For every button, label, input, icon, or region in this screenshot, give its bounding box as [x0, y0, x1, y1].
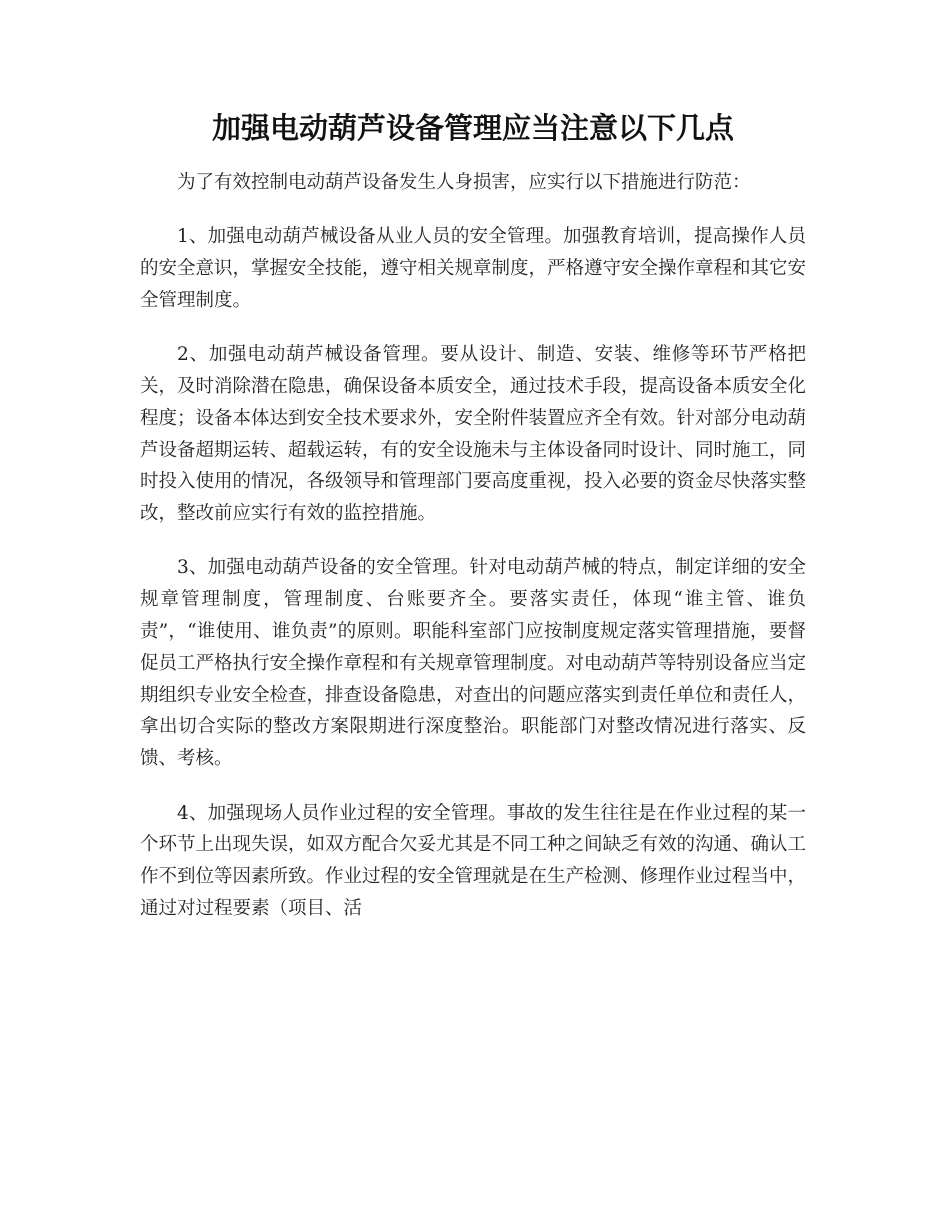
paragraph-1: 1、加强电动葫芦械设备从业人员的安全管理。加强教育培训，提高操作人员的安全意识，掌握安全技能，遵守相关规章制度，严格遵守安全操作章程和其它安全管理制度。	[140, 226, 807, 311]
paragraph-3: 3、加强电动葫芦设备的安全管理。针对电动葫芦械的特点，制定详细的安全规章管理制度，管理制度、台账要齐全。要落实责任，体现“谁主管、谁负责”，“谁使用、谁负责”的原则。职能科室部门应按制度规定落实管理措施，要督促员工严格执行安全操作章程和有关规章管理制度。对电动葫芦等特别设备应当定期组织专业安全检查，排查设备隐患，对查出的问题应落实到责任单位和责任人，拿出切合实际的整改方案限期进行深度整治。职能部门对整改情况进行落实、反馈、考核。	[140, 557, 807, 770]
paragraph-2: 2、加强电动葫芦械设备管理。要从设计、制造、安装、维修等环节严格把关，及时消除潜在隐患，确保设备本质安全，通过技术手段，提高设备本质安全化程度；设备本体达到安全技术要求外，安全附件装置应齐全有效。针对部分电动葫芦设备超期运转、超载运转，有的安全设施未与主体设备同时设计、同时施工，同时投入使用的情况，各级领导和管理部门要高度重视，投入必要的资金尽快落实整改，整改前应实行有效的监控措施。	[140, 344, 807, 525]
intro-paragraph: 为了有效控制电动葫芦设备发生人身损害，应实行以下措施进行防范：	[177, 172, 751, 193]
paragraph-4: 4、加强现场人员作业过程的安全管理。事故的发生往往是在作业过程的某一个环节上出现失误，如双方配合欠妥尤其是不同工种之间缺乏有效的沟通、确认工作不到位等因素所致。作业过程的安全管理就是在生产检测、修理作业过程当中，通过对过程要素（项目、活	[140, 802, 807, 919]
document-body	[140, 167, 806, 925]
document-title: 加强电动葫芦设备管理应当注意以下几点	[211, 111, 734, 145]
